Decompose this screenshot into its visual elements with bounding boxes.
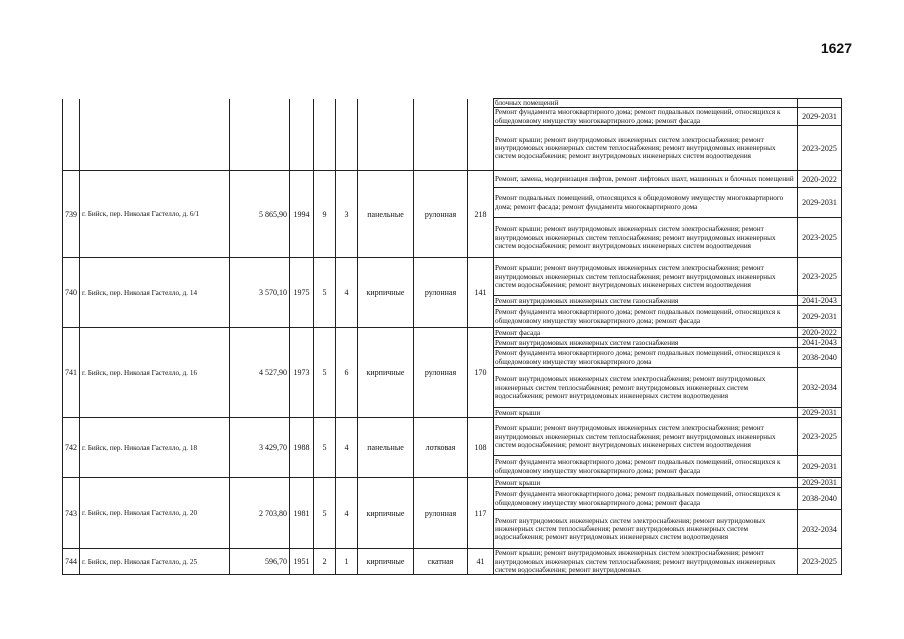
object-address: г. Бийск, пер. Николая Гастелло, д. 25 [80,549,230,575]
work-years: 2032-2034 [798,368,842,408]
floors-count: 5 [314,328,336,418]
capital-repair-table [62,98,842,575]
prev-object-address-cell [80,99,230,171]
entrances-count: 4 [336,478,358,549]
work-description: Ремонт внутридомовых инженерных систем газоснабжения [494,338,798,348]
table-row [63,328,842,338]
wall-material: кирпичные [358,258,414,328]
wall-material: кирпичные [358,328,414,418]
work-years: 2041-2043 [798,296,842,306]
work-description: Ремонт фундамента многоквартирного дома; ремонт подвальных помещений, относящихся к общедомовому имуществу многоквартирного дома; ремонт фасада [494,456,798,478]
work-years: 2023-2025 [798,218,842,258]
prev-object-year-cell [290,99,314,171]
work-description: Ремонт крыши; ремонт внутридомовых инженерных систем электроснабжения; ремонт внутридомовых инженерных систем теплоснабжения; ремонт внутридомовых инженерных систем водоснабжения; ремонт внутридомовых инженерных систем водоотведения [494,126,798,171]
residents-count: 117 [468,478,494,549]
prev-object-residents-cell [468,99,494,171]
roof-type: лотковая [414,418,468,478]
entrances-count: 4 [336,258,358,328]
work-description: Ремонт фундамента многоквартирного дома; ремонт подвальных помещений, относящихся к общедомовому имуществу многоквартирного дома; ремонт фасада [494,488,798,510]
work-years: 2020-2022 [798,328,842,338]
work-description: Ремонт крыши; ремонт внутридомовых инженерных систем электроснабжения; ремонт внутридомовых инженерных систем теплоснабжения; ремонт внутридомовых инженерных систем водоснабжения; ремонт внутридомовых [494,549,798,575]
object-area: 3 429,70 [230,418,290,478]
object-number: 739 [63,171,80,258]
residents-count: 108 [468,418,494,478]
entrances-count: 3 [336,171,358,258]
roof-type: рулонная [414,171,468,258]
object-address: г. Бийск, пер. Николая Гастелло, д. 14 [80,258,230,328]
prev-object-floors-cell [314,99,336,171]
object-number: 742 [63,418,80,478]
table-row [63,258,842,296]
work-years [798,99,842,108]
object-number: 743 [63,478,80,549]
work-description: Ремонт внутридомовых инженерных систем электроснабжения; ремонт внутридомовых инженерных систем теплоснабжения; ремонт внутридомовых инженерных систем водоснабжения; ремонт внутридомовых инженерных систем водоотведения [494,510,798,549]
work-years: 2038-2040 [798,348,842,368]
residents-count: 41 [468,549,494,575]
work-description: Ремонт крыши [494,408,798,418]
work-description: Ремонт фасада [494,328,798,338]
work-description: Ремонт фундамента многоквартирного дома; ремонт подвальных помещений, относящихся к общедомовому имуществу многоквартирного дома; ремонт фасада [494,306,798,328]
build-year: 1975 [290,258,314,328]
prev-object-num-cell [63,99,80,171]
page-number: 1627 [820,40,852,56]
table-row [63,478,842,488]
floors-count: 5 [314,478,336,549]
work-years: 2020-2022 [798,171,842,188]
roof-type: рулонная [414,328,468,418]
work-years: 2041-2043 [798,338,842,348]
prev-object-entrances-cell [336,99,358,171]
work-years: 2029-2031 [798,306,842,328]
work-years: 2023-2025 [798,258,842,296]
object-number: 744 [63,549,80,575]
object-address: г. Бийск, пер. Николая Гастелло, д. 18 [80,418,230,478]
work-description: Ремонт крыши; ремонт внутридомовых инженерных систем электроснабжения; ремонт внутридомовых инженерных систем теплоснабжения; ремонт внутридомовых инженерных систем водоснабжения; ремонт внутридомовых инженерных систем водоотведения [494,418,798,456]
work-years: 2023-2025 [798,418,842,456]
roof-type: скатная [414,549,468,575]
build-year: 1988 [290,418,314,478]
object-address: г. Бийск, пер. Николая Гастелло, д. 6/1 [80,171,230,258]
object-area: 5 865,90 [230,171,290,258]
object-area: 3 570,10 [230,258,290,328]
work-years: 2029-2031 [798,188,842,218]
object-address: г. Бийск, пер. Николая Гастелло, д. 20 [80,478,230,549]
build-year: 1981 [290,478,314,549]
entrances-count: 6 [336,328,358,418]
work-years: 2023-2025 [798,126,842,171]
work-years: 2029-2031 [798,408,842,418]
work-description: Ремонт, замена, модернизация лифтов, ремонт лифтовых шахт, машинных и блочных помещений [494,171,798,188]
entrances-count: 4 [336,418,358,478]
table-row [63,549,842,575]
residents-count: 170 [468,328,494,418]
roof-type: рулонная [414,478,468,549]
wall-material: панельные [358,418,414,478]
object-number: 741 [63,328,80,418]
entrances-count: 1 [336,549,358,575]
work-description: Ремонт фундамента многоквартирного дома; ремонт подвальных помещений, относящихся к общедомовому имуществу многоквартирного дома; ремонт фасада [494,108,798,126]
build-year: 1951 [290,549,314,575]
floors-count: 5 [314,418,336,478]
work-description: Ремонт фундамента многоквартирного дома; ремонт подвальных помещений, относящихся к общедомовому имуществу многоквартирного дома [494,348,798,368]
work-description: Ремонт крыши [494,478,798,488]
work-years: 2038-2040 [798,488,842,510]
prev-object-area-cell [230,99,290,171]
object-area: 2 703,80 [230,478,290,549]
floors-count: 2 [314,549,336,575]
table-row [63,418,842,456]
wall-material: кирпичные [358,549,414,575]
work-description: Ремонт внутридомовых инженерных систем газоснабжения [494,296,798,306]
work-years: 2029-2031 [798,108,842,126]
table-row [63,171,842,188]
object-area: 596,70 [230,549,290,575]
residents-count: 141 [468,258,494,328]
work-description: Ремонт внутридомовых инженерных систем электроснабжения; ремонт внутридомовых инженерных систем теплоснабжения; ремонт внутридомовых инженерных систем водоснабжения; ремонт внутридомовых инженерных систем водоотведения [494,368,798,408]
work-years: 2029-2031 [798,478,842,488]
build-year: 1973 [290,328,314,418]
floors-count: 9 [314,171,336,258]
work-years: 2029-2031 [798,456,842,478]
prev-object-wall-cell [358,99,414,171]
residents-count: 218 [468,171,494,258]
wall-material: кирпичные [358,478,414,549]
work-years: 2032-2034 [798,510,842,549]
object-number: 740 [63,258,80,328]
work-description: Ремонт крыши; ремонт внутридомовых инженерных систем электроснабжения; ремонт внутридомовых инженерных систем теплоснабжения; ремонт внутридомовых инженерных систем водоснабжения; ремонт внутридомовых инженерных систем водоотведения [494,218,798,258]
roof-type: рулонная [414,258,468,328]
work-description: Ремонт крыши; ремонт внутридомовых инженерных систем электроснабжения; ремонт внутридомовых инженерных систем теплоснабжения; ремонт внутридомовых инженерных систем водоснабжения; ремонт внутридомовых инженерных систем водоотведения [494,258,798,296]
work-years: 2023-2025 [798,549,842,575]
object-address: г. Бийск, пер. Николая Гастелло, д. 16 [80,328,230,418]
table-row [63,99,842,108]
work-description: Ремонт подвальных помещений, относящихся к общедомовому имуществу многоквартирного дома; ремонт фасада; ремонт фундамента многоквартирного дома [494,188,798,218]
wall-material: панельные [358,171,414,258]
floors-count: 5 [314,258,336,328]
object-area: 4 527,90 [230,328,290,418]
work-description: блочных помещений [494,99,798,108]
prev-object-roof-cell [414,99,468,171]
build-year: 1994 [290,171,314,258]
